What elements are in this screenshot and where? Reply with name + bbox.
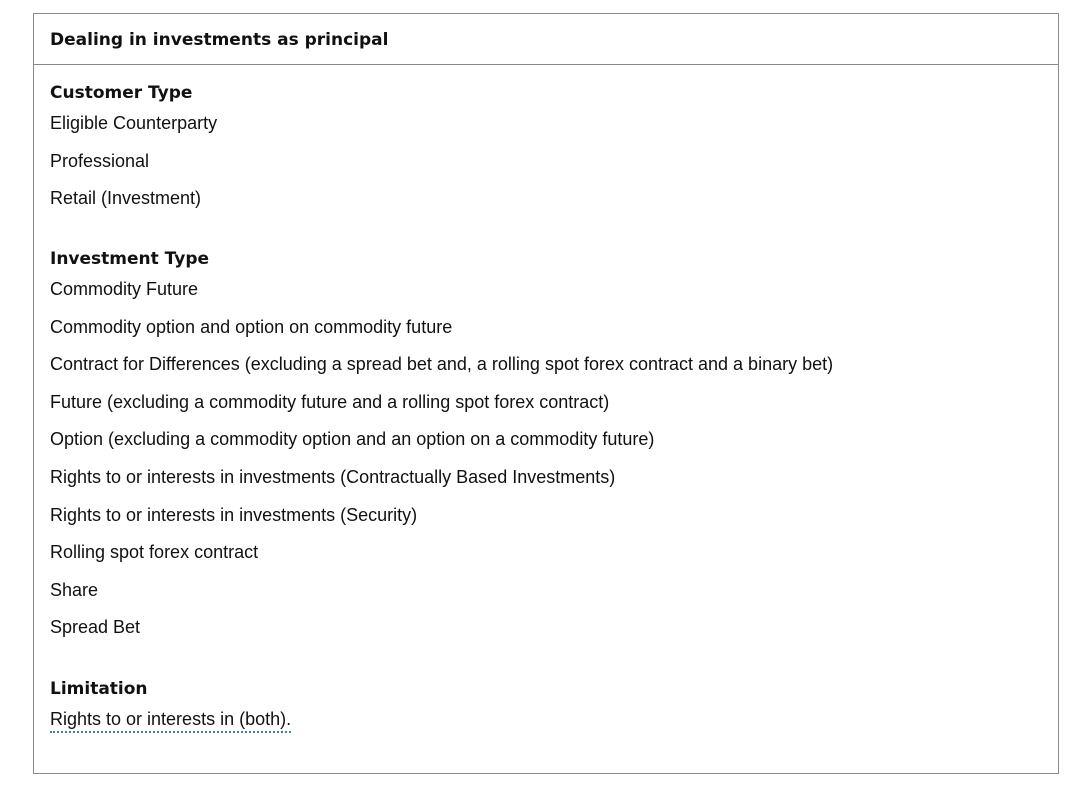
limitation-heading: Limitation bbox=[50, 679, 148, 700]
investment-type-item: Rolling spot forex contract bbox=[50, 542, 259, 563]
panel-title: Dealing in investments as principal bbox=[50, 30, 389, 50]
customer-type-heading: Customer Type bbox=[50, 83, 193, 103]
investment-type-item: Commodity option and option on commodity future bbox=[50, 316, 453, 337]
customer-type-item: Eligible Counterparty bbox=[50, 113, 218, 133]
panel-header bbox=[34, 14, 1058, 65]
limitation-section bbox=[50, 679, 1042, 730]
limitation-text-link[interactable]: Rights to or interests in (both). bbox=[50, 709, 291, 733]
investment-type-item: Contract for Differences (excluding a spread bet and, a rolling spot forex contract and a binary bet) bbox=[50, 354, 834, 375]
investment-type-item: Option (excluding a commodity option and an option on a commodity future) bbox=[50, 429, 655, 450]
investment-type-item: Rights to or interests in investments (Contractually Based Investments) bbox=[50, 466, 616, 487]
investment-type-item: Spread Bet bbox=[50, 617, 141, 638]
investment-type-section bbox=[50, 249, 1042, 638]
investment-type-item: Commodity Future bbox=[50, 279, 199, 299]
customer-type-item: Retail (Investment) bbox=[50, 188, 202, 208]
customer-type-item: Professional bbox=[50, 150, 150, 171]
investment-type-heading: Investment Type bbox=[50, 249, 210, 269]
limitation-row bbox=[50, 709, 1042, 730]
panel-body bbox=[34, 83, 1058, 730]
customer-type-section bbox=[50, 83, 1042, 209]
investment-type-item: Future (excluding a commodity future and a rolling spot forex contract) bbox=[50, 391, 610, 412]
investment-type-item: Share bbox=[50, 579, 99, 600]
investment-type-item: Rights to or interests in investments (Security) bbox=[50, 504, 418, 525]
permission-panel bbox=[33, 13, 1059, 774]
